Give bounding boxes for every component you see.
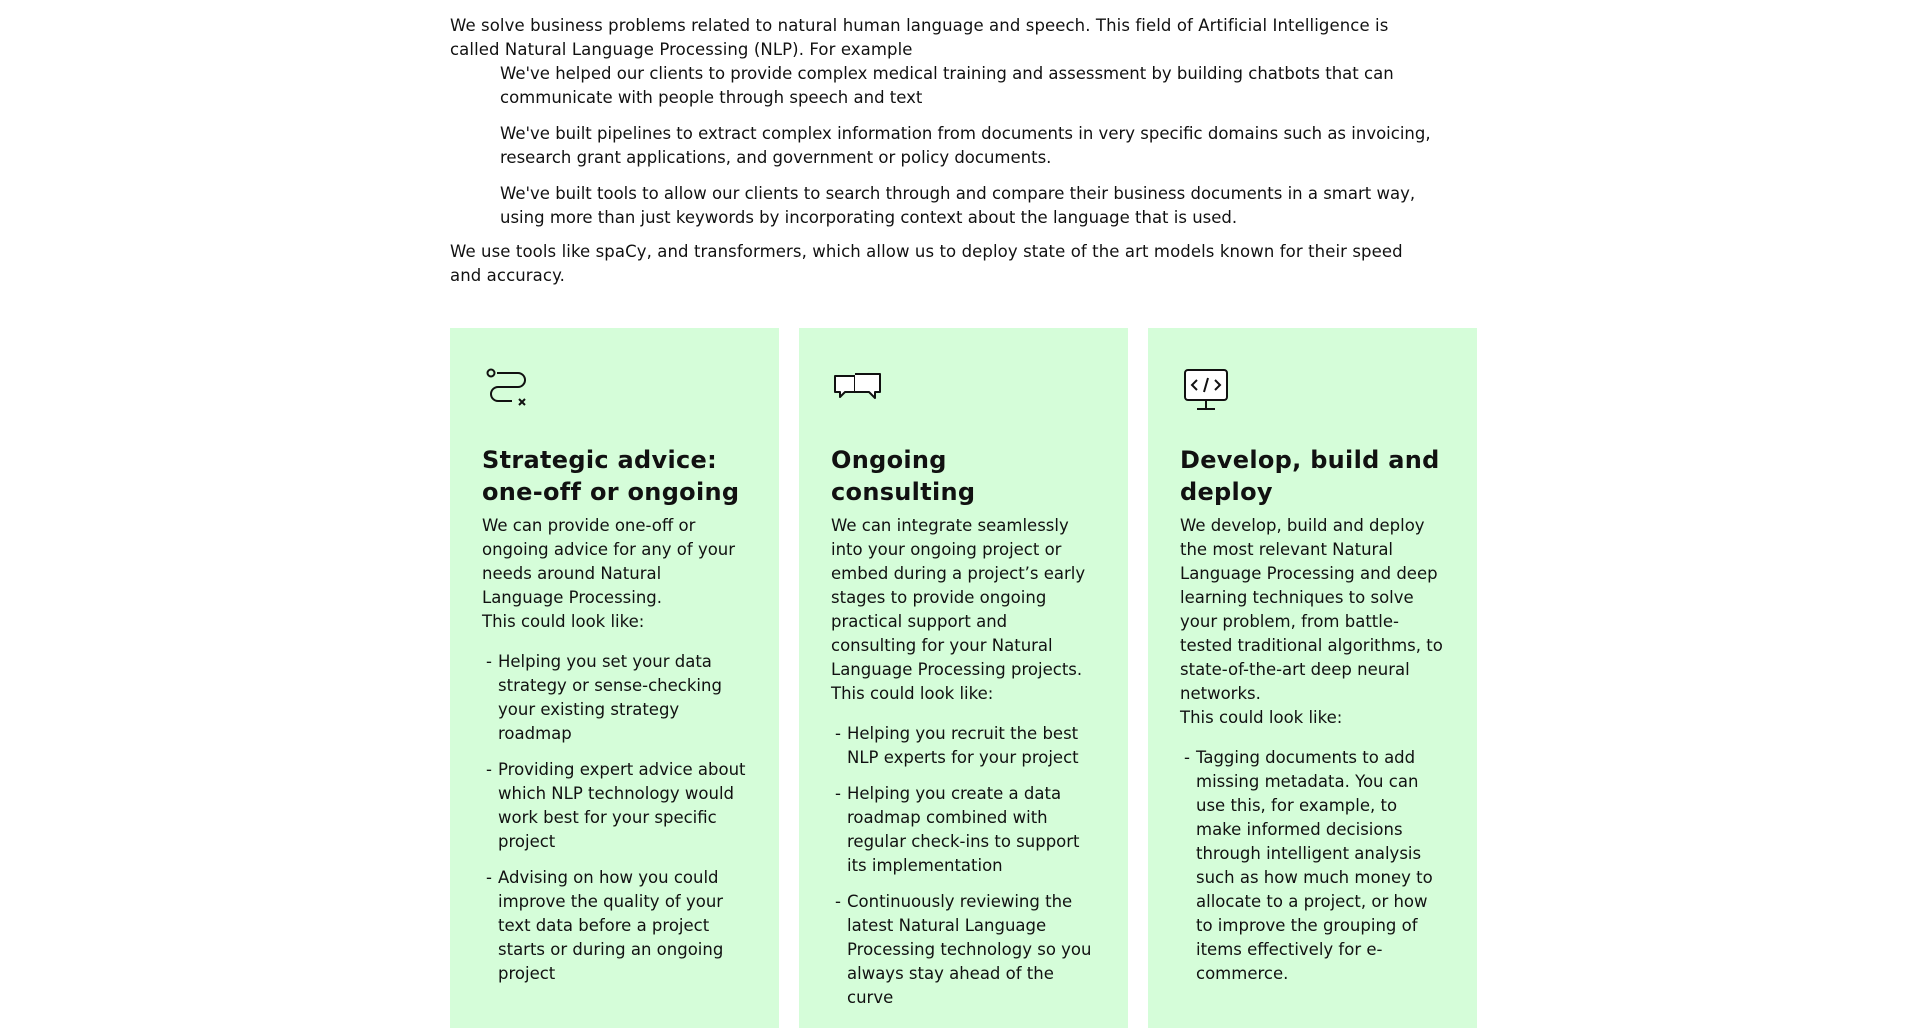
card-list [831, 722, 1096, 1010]
example-item: We've helped our clients to provide complex medical training and assessment by building chatbots that can communicate with people through speech and text [500, 64, 1394, 107]
route-icon [482, 364, 534, 416]
service-card-develop-build-deploy [1148, 328, 1477, 1028]
chat-bubbles-icon [831, 364, 883, 416]
card-lead: This could look like: [1180, 708, 1343, 727]
card-lead: This could look like: [831, 684, 994, 703]
list-item: - Continuously reviewing the latest Natural Language Processing technology so you always stay ahead of the curve [835, 892, 1092, 1007]
example-item: We've built tools to allow our clients to search through and compare their business documents in a smart way, using more than just keywords by incorporating context about the language that is used. [500, 184, 1416, 227]
card-title: Strategic advice: one-off or ongoing [482, 446, 740, 506]
list-item: - Providing expert advice about which NLP technology would work best for your specific project [486, 760, 746, 851]
tools-paragraph: We use tools like spaCy, and transformers, which allow us to deploy state of the art models known for their speed and accuracy. [450, 242, 1403, 285]
card-list [1180, 746, 1445, 986]
card-description: We develop, build and deploy the most relevant Natural Language Processing and deep learning techniques to solve your problem, from battle-tested traditional algorithms, to state-of-the-art deep neural networks. [1180, 516, 1443, 703]
list-item: - Helping you create a data roadmap combined with regular check-ins to support its implementation [835, 784, 1080, 875]
service-card-strategic-advice [450, 328, 779, 1028]
list-item: - Advising on how you could improve the quality of your text data before a project starts or during an ongoing project [486, 868, 724, 983]
intro-section [450, 14, 1480, 288]
card-title: Develop, build and deploy [1180, 446, 1440, 506]
examples-list [450, 62, 1480, 230]
card-list [482, 650, 747, 986]
service-card-ongoing-consulting [799, 328, 1128, 1028]
list-item: - Helping you set your data strategy or sense-checking your existing strategy roadmap [486, 652, 722, 743]
example-item: We've built pipelines to extract complex information from documents in very specific domains such as invoicing, research grant applications, and government or policy documents. [500, 124, 1431, 167]
code-monitor-icon [1180, 364, 1232, 416]
services-cards [450, 328, 1477, 1028]
card-description: We can integrate seamlessly into your ongoing project or embed during a project’s early stages to provide ongoing practical support and consulting for your Natural Language Processing projects. [831, 516, 1086, 679]
card-title: Ongoing consulting [831, 446, 976, 506]
card-description: We can provide one-off or ongoing advice for any of your needs around Natural Language Processing. [482, 516, 736, 607]
list-item: - Helping you recruit the best NLP experts for your project [835, 724, 1079, 767]
card-lead: This could look like: [482, 612, 645, 631]
list-item: - Tagging documents to add missing metadata. You can use this, for example, to make informed decisions through intelligent analysis such as how much money to allocate to a project, or how to improve the grouping of items effectively for e-commerce. [1184, 748, 1433, 983]
intro-paragraph: We solve business problems related to natural human language and speech. This field of Artificial Intelligence is called Natural Language Processing (NLP). For example [450, 16, 1389, 59]
